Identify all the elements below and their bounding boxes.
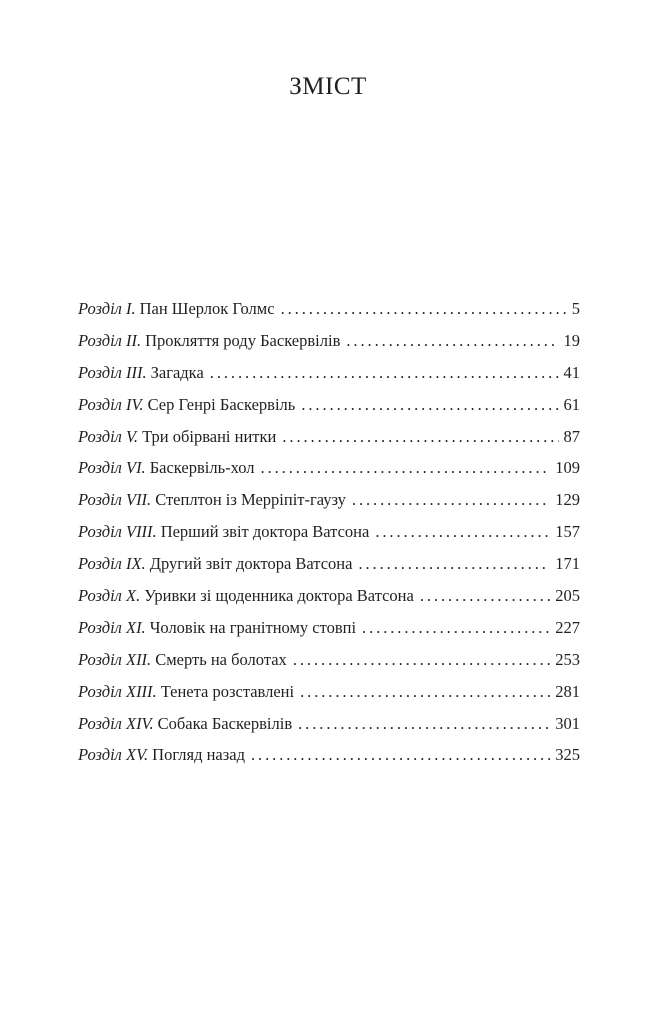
- toc-row: [78, 580, 580, 612]
- chapter-label: Розділ IV.: [78, 394, 144, 414]
- page-number: 205: [555, 586, 580, 606]
- table-of-contents: [78, 293, 580, 771]
- toc-row: [78, 612, 580, 644]
- dot-leader: [282, 421, 558, 453]
- chapter-label: Розділ IX.: [78, 554, 146, 574]
- dot-leader: [251, 739, 550, 771]
- chapter-label: Розділ I.: [78, 299, 136, 318]
- page-number: 109: [555, 458, 580, 478]
- chapter-title: Прокляття роду Баскервілів: [145, 330, 341, 350]
- chapter-title: Уривки зі щоденника доктора Ватсона: [144, 586, 414, 606]
- chapter-title: Собака Баскервілів: [157, 713, 293, 733]
- page-number: 87: [563, 426, 580, 446]
- page-number: 281: [555, 681, 580, 701]
- chapter-label: Розділ XIII.: [78, 681, 157, 701]
- chapter-title: Пан Шерлок Голмс: [139, 299, 275, 318]
- page-number: 157: [555, 522, 580, 542]
- toc-row: [78, 516, 580, 548]
- toc-row: [78, 708, 580, 740]
- chapter-title: Загадка: [150, 362, 204, 382]
- chapter-title: Сер Генрі Баскервіль: [147, 394, 296, 414]
- page-number: 41: [563, 362, 580, 382]
- chapter-title: Чоловік на гранітному стовпі: [149, 617, 357, 637]
- chapter-label: Розділ VI.: [78, 458, 146, 478]
- dot-leader: [300, 676, 550, 708]
- chapter-title: Тенета розставлені: [160, 681, 295, 701]
- page-number: 61: [563, 394, 580, 414]
- toc-row: [78, 421, 580, 453]
- chapter-title: Три обірвані нитки: [142, 426, 277, 446]
- chapter-label: Розділ VII.: [78, 490, 152, 510]
- dot-leader: [362, 612, 550, 644]
- dot-leader: [358, 548, 550, 580]
- chapter-label: Розділ X.: [78, 586, 141, 606]
- dot-leader: [261, 452, 551, 484]
- page-number: 325: [555, 745, 580, 765]
- chapter-label: Розділ V.: [78, 426, 139, 446]
- toc-row: [78, 452, 580, 484]
- dot-leader: [298, 708, 550, 740]
- dot-leader: [346, 325, 558, 357]
- toc-row: [78, 357, 580, 389]
- dot-leader: [352, 484, 550, 516]
- dot-leader: [210, 357, 559, 389]
- dot-leader: [293, 644, 550, 676]
- chapter-label: Розділ III.: [78, 362, 147, 382]
- dot-leader: [375, 516, 550, 548]
- chapter-label: Розділ II.: [78, 330, 142, 350]
- page-number: 129: [555, 490, 580, 510]
- chapter-label: Розділ XIV.: [78, 713, 154, 733]
- toc-row: [78, 644, 580, 676]
- page-number: 253: [555, 649, 580, 669]
- toc-row: [78, 739, 580, 771]
- dot-leader: [420, 580, 550, 612]
- page-number: 301: [555, 713, 580, 733]
- chapter-title: Погляд назад: [152, 745, 245, 765]
- chapter-title: Перший звіт доктора Ватсона: [160, 522, 370, 542]
- chapter-title: Баскервіль-хол: [149, 458, 255, 478]
- toc-row: [78, 325, 580, 357]
- toc-row: [78, 293, 580, 325]
- toc-row: [78, 389, 580, 421]
- page-title: ЗМІСТ: [289, 73, 367, 100]
- chapter-title: Другий звіт доктора Ватсона: [149, 554, 353, 574]
- chapter-label: Розділ VIII.: [78, 522, 157, 542]
- page-number: 19: [563, 330, 580, 350]
- page-number: 227: [555, 617, 580, 637]
- toc-row: [78, 484, 580, 516]
- chapter-title: Степлтон із Мерріпіт-гаузу: [155, 490, 346, 510]
- dot-leader: [281, 293, 567, 325]
- toc-row: [78, 548, 580, 580]
- page-number: 5: [571, 299, 580, 318]
- page-number: 171: [555, 554, 580, 574]
- chapter-title: Смерть на болотах: [155, 649, 287, 669]
- dot-leader: [301, 389, 558, 421]
- chapter-label: Розділ XV.: [78, 745, 149, 765]
- chapter-label: Розділ XI.: [78, 617, 146, 637]
- chapter-label: Розділ XII.: [78, 649, 152, 669]
- toc-row: [78, 676, 580, 708]
